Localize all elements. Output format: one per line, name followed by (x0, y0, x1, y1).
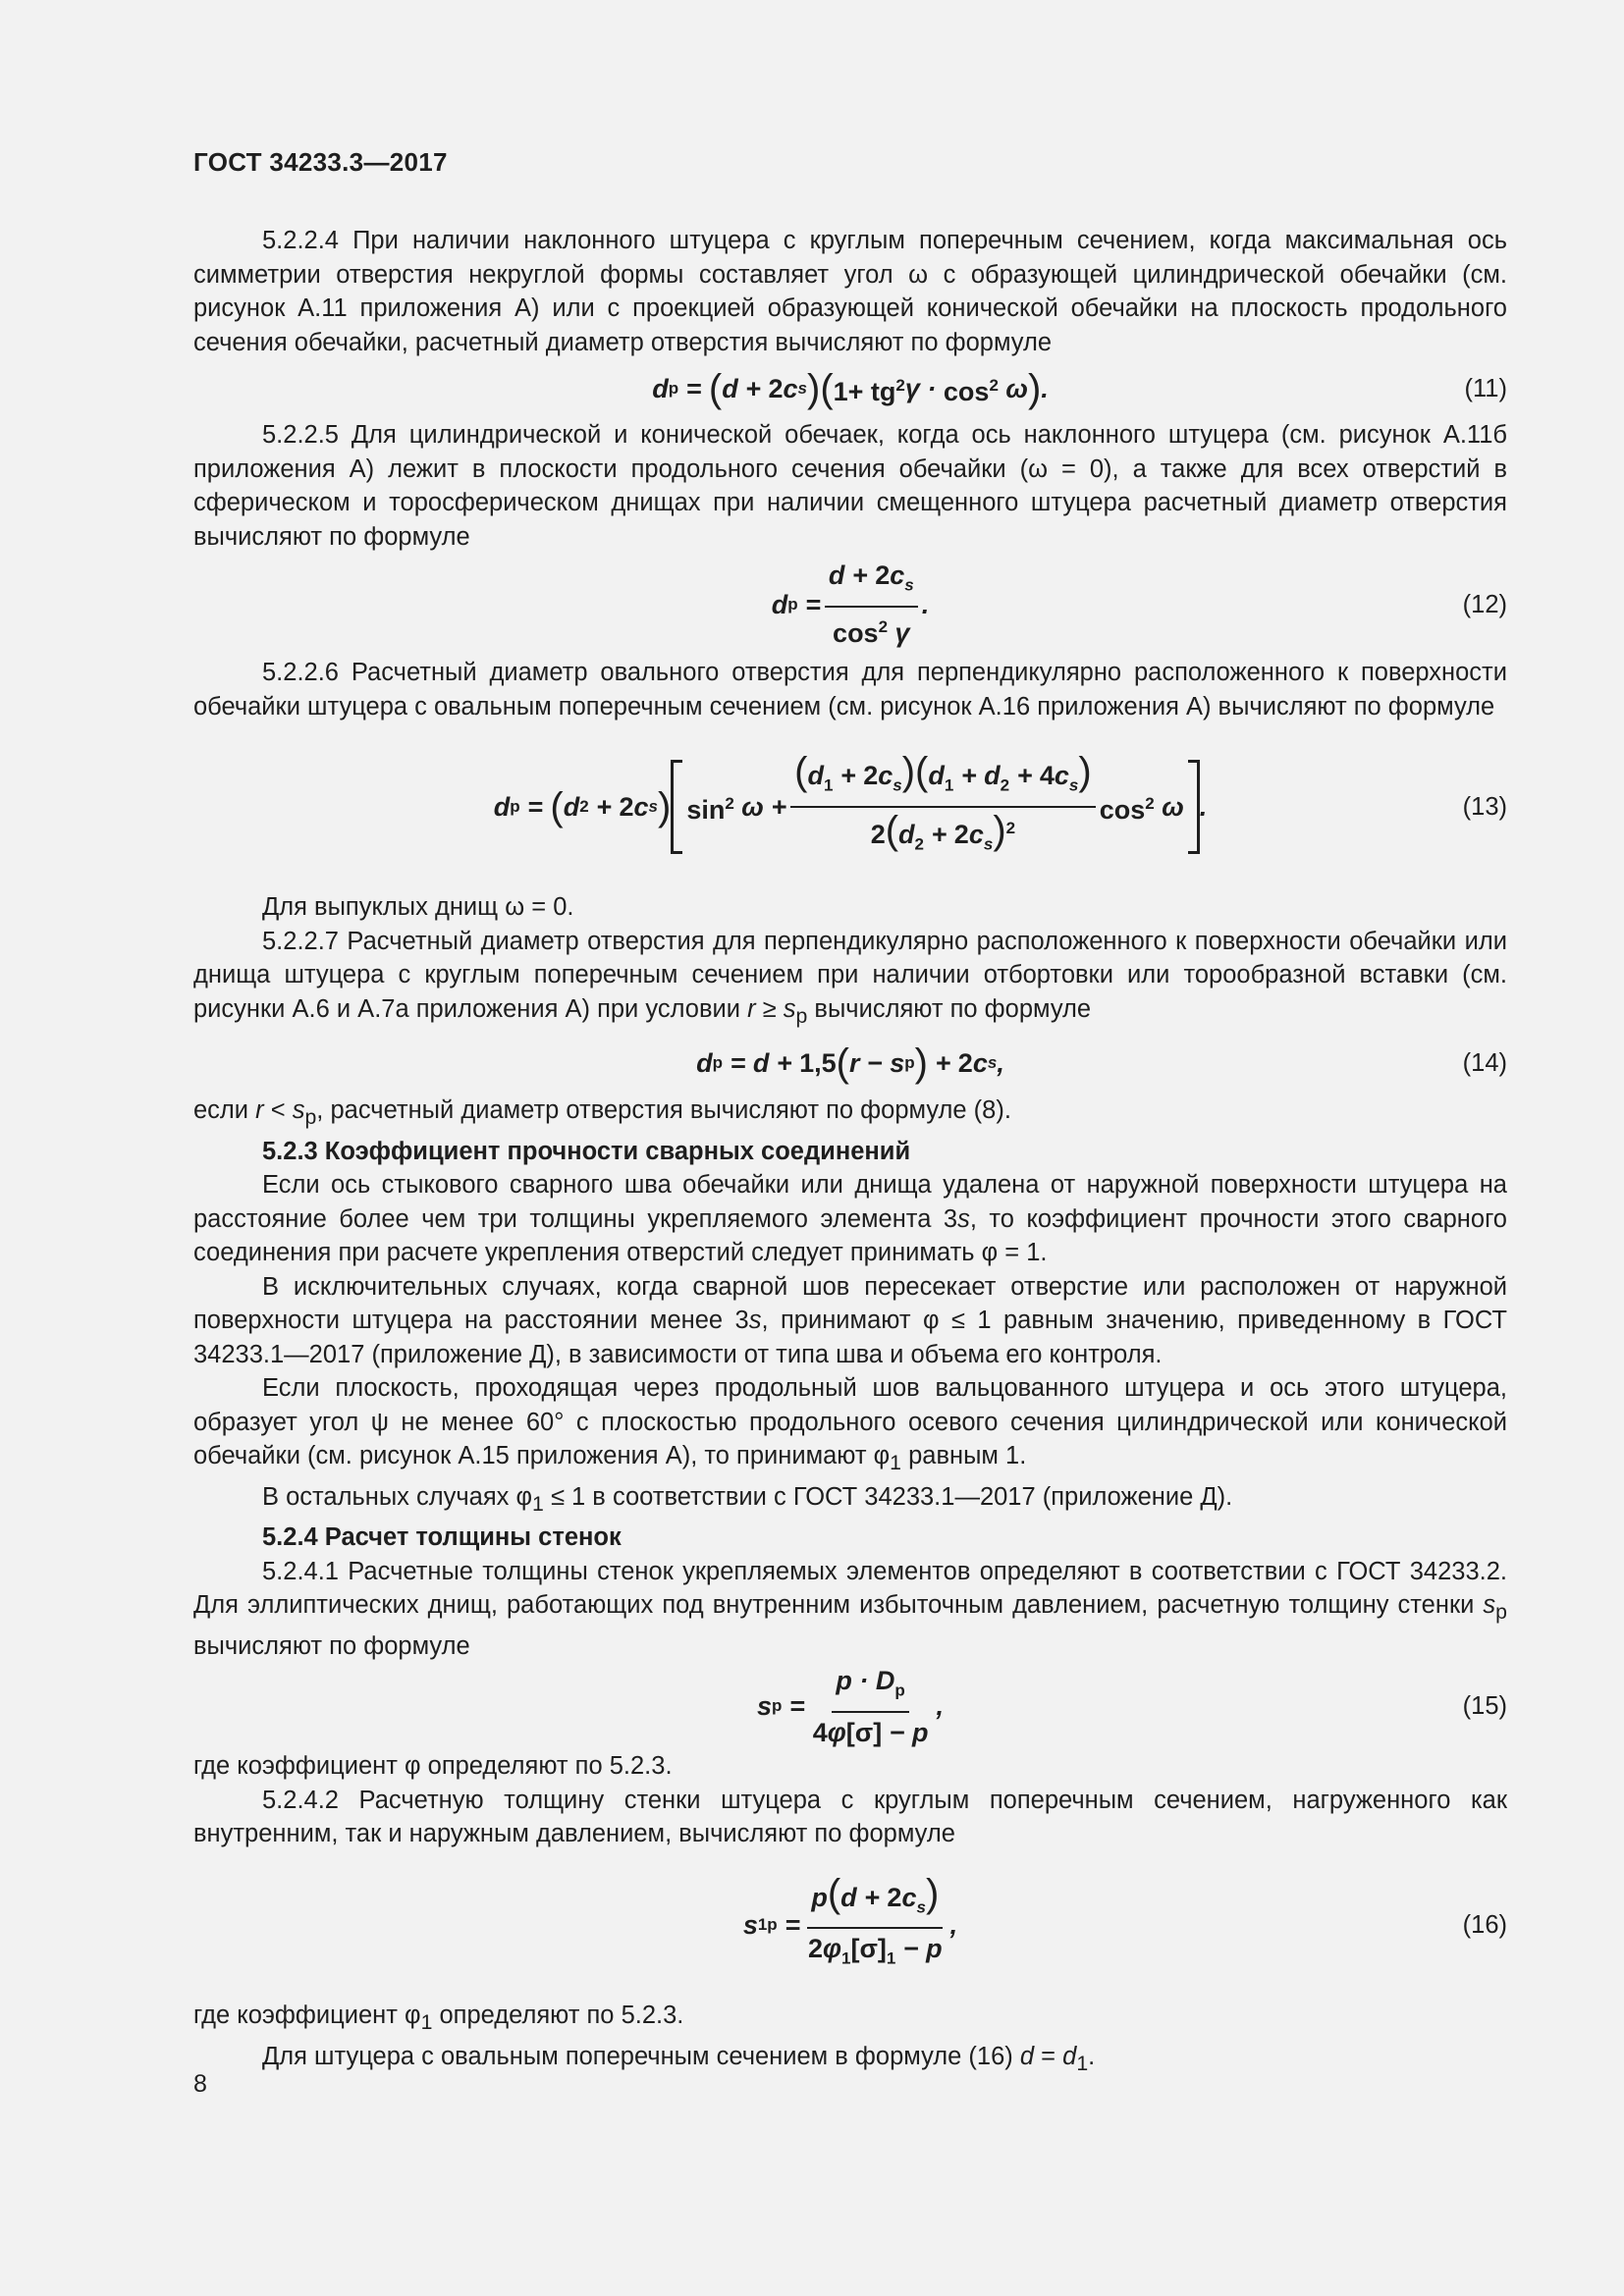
section-heading-5-2-4: 5.2.4 Расчет толщины стенок (262, 1523, 622, 1552)
formula-13-expression: d p = ( d 2 + 2 c s ) $\sin^2$ ω + $\frac{(d_1 + 2c_s)(d_1 + d_2 + 4c_s)}{2(d_2 + 2c_s)^2}$ $\cos^2$ ω . (493, 750, 1208, 854)
paragraph-if-r-less: если $r < s_p$, расчетный диаметр отверстия вычисляют по формуле (8). (193, 1096, 1011, 1130)
paragraph-convex-heads: Для выпуклых днищ ω = 0. (262, 893, 574, 921)
formula-13 (193, 723, 1507, 890)
section-heading-5-2-3: 5.2.3 Коэффициент прочности сварных соединений (262, 1137, 911, 1165)
formula-15-number: (15) (1462, 1692, 1507, 1721)
formula-16-expression: s 1p = $\frac{p(d + 2c_s)}{2\varphi_1[\sigma]_1 - p}$ , (742, 1871, 958, 1968)
formula-15 (193, 1663, 1507, 1749)
paragraph-other-cases: В остальных случаях $\varphi_1 \le 1$ в соответствии с ГОСТ 34233.1—2017 (приложение Д). (262, 1482, 1233, 1516)
page-number: 8 (193, 2070, 207, 2098)
formula-15-expression: s p = $\frac{p \cdot D_p}{4\varphi[\sigma] - p}$ , (757, 1665, 944, 1747)
formula-11-number: (11) (1464, 374, 1507, 402)
formula-12 (193, 554, 1507, 656)
paragraph-phi1-defined: где коэффициент $\varphi_1$ определяют по 5.2.3. (193, 2001, 684, 2035)
paragraph-oval-nozzle: Для штуцера с овальным поперечным сечением в формуле (16) $d = d_1$. (262, 2042, 1096, 2075)
paragraph-5-2-4-2: 5.2.4.2 Расчетную толщину стенки штуцера с круглым поперечным сечением, нагруженного как внутренним, так и наружным давлением, вычисляют по формуле (193, 1786, 1507, 1848)
formula-12-expression: d p = $\frac{d + 2c_s}{\cos^2 \gamma}$ . (771, 561, 930, 649)
standard-header: ГОСТ 34233.3—2017 (193, 147, 448, 177)
paragraph-5-2-2-4: 5.2.2.4 При наличии наклонного штуцера с круглым поперечным сечением, когда максимальная ось симметрии отверстия некруглой формы составляет угол ω с образующей цилиндрической обечайки (см. рисунок А.11 приложения А) или с проекцией образующей конической обечайки на плоскость продольного сечения обечайки, расчетный диаметр отверстия вычисляют по формуле (193, 227, 1507, 356)
paragraph-5-2-2-7: 5.2.2.7 Расчетный диаметр отверстия для перпендикулярно расположенного к поверхности обечайки или днища штуцера с круглым поперечным сечением при наличии отбортовки или торообразной вставки (см. рисунки А.6 и А.7а приложения А) при условии $r \ge s_p$ вычисляют по формуле (193, 927, 1507, 1028)
paragraph-5-2-2-5: 5.2.2.5 Для цилиндрической и конической обечаек, когда ось наклонного штуцера (см. рисунок А.11б приложения А) лежит в плоскости продольного сечения обечайки (ω = 0), а также для всех отверстий в сферическом и торосферическом днищах при наличии смещенного штуцера расчетный диаметр отверстия вычисляют по формуле (193, 421, 1507, 551)
paragraph-weld-distance: Если ось стыкового сварного шва обечайки или днища удалена от наружной поверхности штуцера на расстояние более чем три толщины укрепляемого элемента 3s, то коэффициент прочности этого сварного соединения при расчете укрепления отверстий следует принимать φ = 1. (193, 1171, 1507, 1267)
paragraph-phi-defined: где коэффициент φ определяют по 5.2.3. (193, 1752, 673, 1781)
formula-12-number: (12) (1462, 590, 1507, 618)
paragraph-rolled-nozzle: Если плоскость, проходящая через продольный шов вальцованного штуцера и ось этого штуцера, образует угол ψ не менее 60° с плоскостью продольного осевого сечения цилиндрической или конической обечайки (см. рисунок А.15 приложения А), то принимают $\varphi_1$ равным 1. (193, 1374, 1507, 1475)
formula-16-number: (16) (1462, 1910, 1507, 1939)
formula-14 (193, 1033, 1507, 1094)
paragraph-5-2-4-1: 5.2.4.1 Расчетные толщины стенок укрепляемых элементов определяют в соответствии с ГОСТ 34233.2. Для эллиптических днищ, работающих под внутренним избыточным давлением, расчетную толщину стенки $s_p$ вычисляют по формуле (193, 1557, 1507, 1660)
paragraph-5-2-2-6: 5.2.2.6 Расчетный диаметр овального отверстия для перпендикулярно расположенного к поверхности обечайки штуцера с овальным поперечным сечением (см. рисунок А.16 приложения А) вычисляют по формуле (193, 659, 1507, 721)
paragraph-exceptional-cases: В исключительных случаях, когда сварной шов пересекает отверстие или расположен от наружной поверхности штуцера на расстоянии менее 3s, принимают φ ≤ 1 равным значению, приведенному в ГОСТ 34233.1—2017 (приложение Д), в зависимости от типа шва и объема его контроля. (193, 1272, 1508, 1368)
page-body (193, 224, 1507, 2080)
formula-11-expression: d p = ( d + 2 c s ) ( $1+ tg^2$ γ · $\cos^2$ ω ) . (652, 367, 1049, 410)
formula-13-number: (13) (1462, 792, 1507, 821)
formula-16 (193, 1851, 1507, 1999)
formula-14-expression: d p = d + 1,5 ( r − s p ) + 2 c s , (696, 1041, 1004, 1086)
formula-11 (193, 359, 1507, 418)
formula-14-number: (14) (1462, 1048, 1507, 1077)
